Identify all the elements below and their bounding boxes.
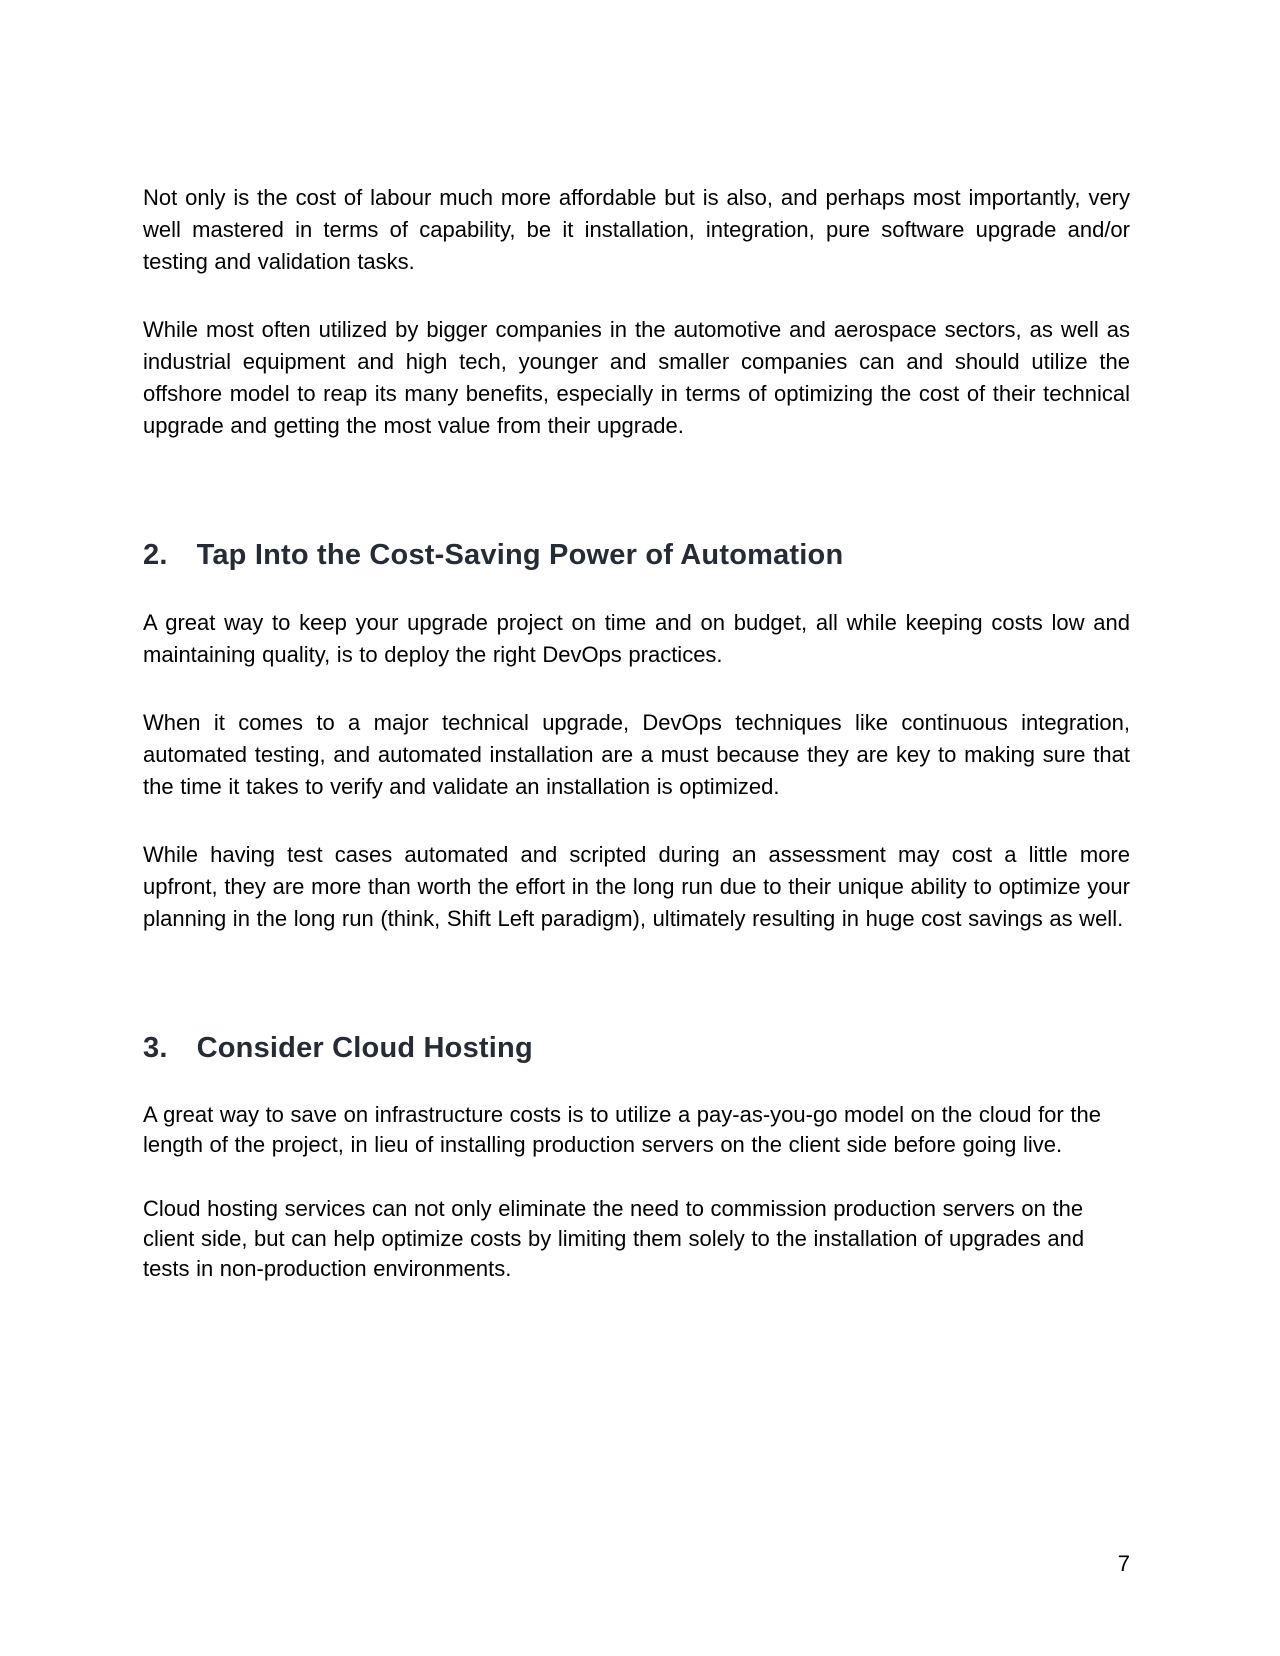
automation-paragraph-3: While having test cases automated and scripted during an assessment may cost a little more upfront, they are more than worth the effort in the long run due to their unique ability to optimize your planning in the long run (think, Shift Left paradigm), ultimately resulting in huge cost savings as well. [143, 842, 1130, 931]
page-number: 7 [1117, 1551, 1130, 1576]
intro-paragraph-2: While most often utilized by bigger companies in the automotive and aerospace sectors, as well as industrial equipment and high tech, younger and smaller companies can and should utilize the offshore model to reap its many benefits, especially in terms of optimizing the cost of their technical upgrade and getting the most value from their upgrade. [143, 317, 1130, 438]
section-heading-cloud-hosting [143, 1030, 1130, 1066]
section-title: Consider Cloud Hosting [196, 1032, 533, 1064]
section-number: 2. [143, 539, 168, 571]
section-heading-automation [143, 537, 1130, 573]
section-title: Tap Into the Cost-Saving Power of Automation [196, 539, 844, 571]
section-number: 3. [143, 1032, 168, 1064]
cloud-hosting-paragraph-2: Cloud hosting services can not only eliminate the need to commission production servers on the client side, but can help optimize costs by limiting them solely to the installation of upgrades and tests in non-production environments. [143, 1196, 1085, 1281]
automation-paragraph-2: When it comes to a major technical upgrade, DevOps techniques like continuous integration, automated testing, and automated installation are a must because they are key to making sure that the time it takes to verify and validate an installation is optimized. [143, 710, 1130, 799]
automation-paragraph-1: A great way to keep your upgrade project on time and on budget, all while keeping costs low and maintaining quality, is to deploy the right DevOps practices. [143, 610, 1130, 667]
intro-paragraph-1: Not only is the cost of labour much more affordable but is also, and perhaps most importantly, very well mastered in terms of capability, be it installation, integration, pure software upgrade and/or testing and validation tasks. [143, 185, 1130, 274]
cloud-hosting-paragraph-1: A great way to save on infrastructure costs is to utilize a pay-as-you-go model on the cloud for the length of the project, in lieu of installing production servers on the client side before going live. [143, 1102, 1101, 1157]
document-content [143, 182, 1130, 1318]
